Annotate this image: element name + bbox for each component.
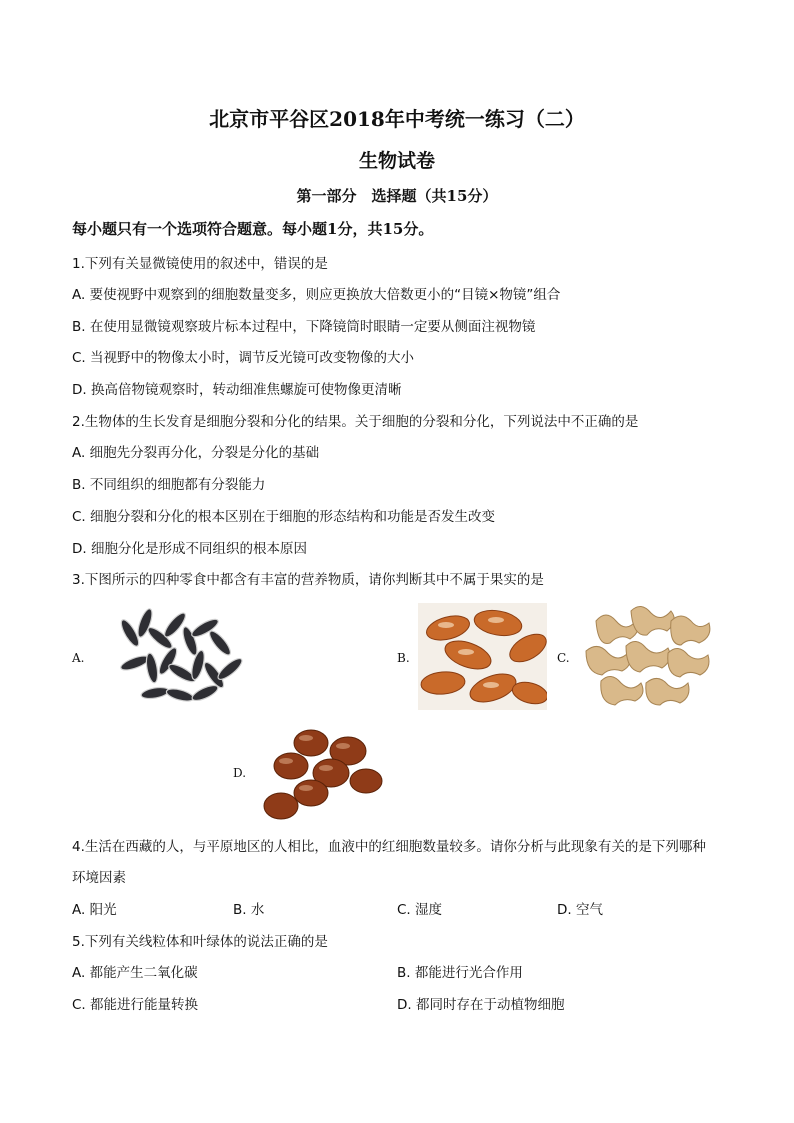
section-heading: 第一部分 选择题（共15分） (296, 187, 498, 205)
exam-title: 北京市平谷区2018年中考统一练习（二） (209, 107, 585, 131)
chestnuts-image (256, 721, 387, 824)
exam-subtitle: 生物试卷 (358, 150, 435, 172)
q3-label-c: C. (557, 651, 570, 665)
q1-option-d: D. 换高倍物镜观察时，转动细准焦螺旋可使物像更清晰 (72, 382, 402, 398)
q3-label-d: D. (233, 766, 247, 780)
q4-option-b: B. 水 (233, 902, 265, 918)
q4-option-a: A. 阳光 (72, 902, 117, 918)
q5-option-b: B. 都能进行光合作用 (397, 965, 523, 981)
pine-nuts-image (418, 603, 547, 710)
sunflower-seeds-image (110, 603, 245, 710)
instructions: 每小题只有一个选项符合题意。每小题1分，共15分。 (72, 220, 434, 238)
q1-option-b: B. 在使用显微镜观察玻片标本过程中，下降镜筒时眼睛一定要从侧面注视物镜 (72, 319, 536, 335)
q5-option-a: A. 都能产生二氧化碳 (72, 965, 198, 981)
q4-stem-cont: 环境因素 (72, 870, 126, 886)
q1-option-a: A. 要使视野中观察到的细胞数量变多，则应更换放大倍数更小的“目镜×物镜”组合 (72, 287, 561, 303)
q5-option-c: C. 都能进行能量转换 (72, 997, 199, 1013)
q2-stem: 2.生物体的生长发育是细胞分裂和分化的结果。关于细胞的分裂和分化，下列说法中不正确的是 (72, 414, 639, 430)
q1-option-c: C. 当视野中的物像太小时，调节反光镜可改变物像的大小 (72, 350, 415, 366)
q3-label-b: B. (397, 651, 410, 665)
q2-option-b: B. 不同组织的细胞都有分裂能力 (72, 477, 266, 493)
q5-stem: 5.下列有关线粒体和叶绿体的说法正确的是 (72, 934, 328, 950)
q1-stem: 1.下列有关显微镜使用的叙述中，错误的是 (72, 256, 328, 272)
q3-stem: 3.下图所示的四种零食中都含有丰富的营养物质，请你判断其中不属于果实的是 (72, 572, 544, 588)
q2-option-c: C. 细胞分裂和分化的根本区别在于细胞的形态结构和功能是否发生改变 (72, 509, 496, 525)
q3-label-a: A. (72, 651, 85, 665)
q2-option-a: A. 细胞先分裂再分化，分裂是分化的基础 (72, 445, 320, 461)
q4-option-d: D. 空气 (557, 902, 603, 918)
q2-option-d: D. 细胞分化是形成不同组织的根本原因 (72, 541, 307, 557)
peanuts-image (576, 601, 716, 711)
q5-option-d: D. 都同时存在于动植物细胞 (397, 997, 565, 1013)
q4-stem: 4.生活在西藏的人，与平原地区的人相比，血液中的红细胞数量较多。请你分析与此现象有关的是下列哪种 (72, 839, 706, 855)
q4-option-c: C. 湿度 (397, 902, 443, 918)
